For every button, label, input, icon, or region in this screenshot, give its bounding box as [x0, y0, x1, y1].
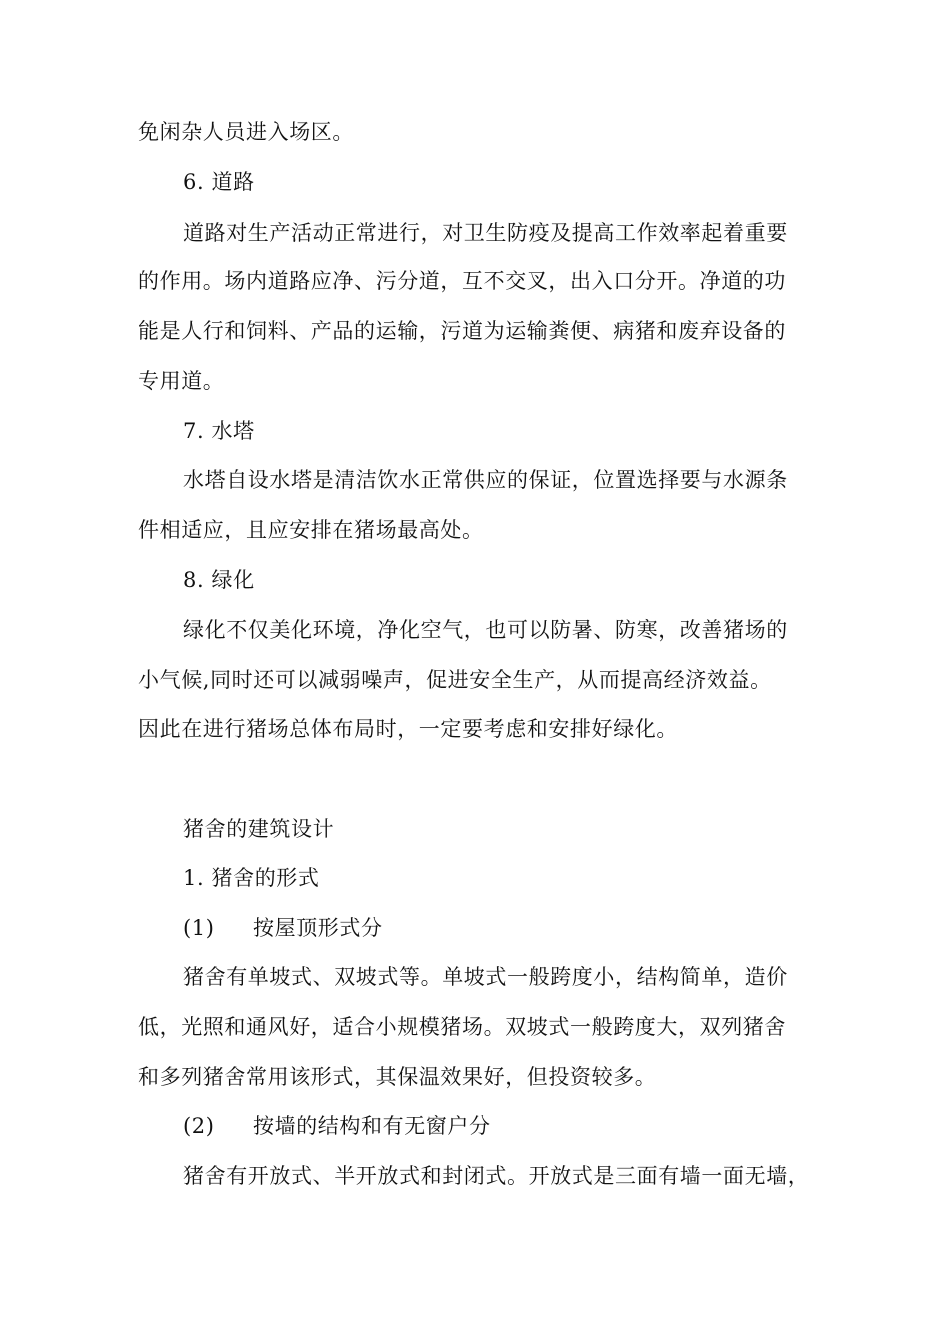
subheading-wall-structure [183, 1111, 491, 1141]
paragraph-line: 专用道。 [138, 369, 225, 393]
paragraph-line: 件相适应，且应安排在猪场最高处。 [138, 518, 484, 542]
subheading-roof-form [183, 913, 383, 943]
subheading-text: 按屋顶形式分 [253, 916, 383, 940]
section-heading-house-forms: 1. 猪舍的形式 [183, 866, 320, 890]
section-heading-roads: 6. 道路 [183, 170, 255, 194]
subheading-number: (1) [183, 916, 215, 940]
subheading-number: (2) [183, 1114, 215, 1138]
section-heading-greening: 8. 绿化 [183, 568, 255, 592]
paragraph-line: 能是人行和饲料、产品的运输，污道为运输粪便、病猪和废弃设备的 [138, 319, 786, 343]
paragraph-line: 猪舍有开放式、半开放式和封闭式。开放式是三面有墙一面无墙， [183, 1164, 810, 1188]
paragraph-line: 绿化不仅美化环境，净化空气，也可以防暑、防寒，改善猪场的 [183, 618, 788, 642]
section-heading-water-tower: 7. 水塔 [183, 419, 255, 443]
paragraph-line: 水塔自设水塔是清洁饮水正常供应的保证，位置选择要与水源条 [183, 468, 788, 492]
paragraph-line: 低，光照和通风好，适合小规模猪场。双坡式一般跨度大，双列猪舍 [138, 1015, 786, 1039]
subheading-text: 按墙的结构和有无窗户分 [253, 1114, 491, 1138]
paragraph-line: 小气候,同时还可以减弱噪声，促进安全生产，从而提高经济效益。 [138, 668, 772, 692]
paragraph-line: 因此在进行猪场总体布局时，一定要考虑和安排好绿化。 [138, 717, 678, 741]
paragraph-line: 道路对生产活动正常进行，对卫生防疫及提高工作效率起着重要 [183, 221, 788, 245]
paragraph-line: 和多列猪舍常用该形式，其保温效果好，但投资较多。 [138, 1065, 657, 1089]
paragraph-line: 的作用。场内道路应净、污分道，互不交叉，出入口分开。净道的功 [138, 269, 786, 293]
paragraph-line: 猪舍有单坡式、双坡式等。单坡式一般跨度小，结构简单，造价 [183, 965, 788, 989]
paragraph-line: 免闲杂人员进入场区。 [138, 120, 354, 144]
section-title-building-design: 猪舍的建筑设计 [183, 817, 335, 841]
